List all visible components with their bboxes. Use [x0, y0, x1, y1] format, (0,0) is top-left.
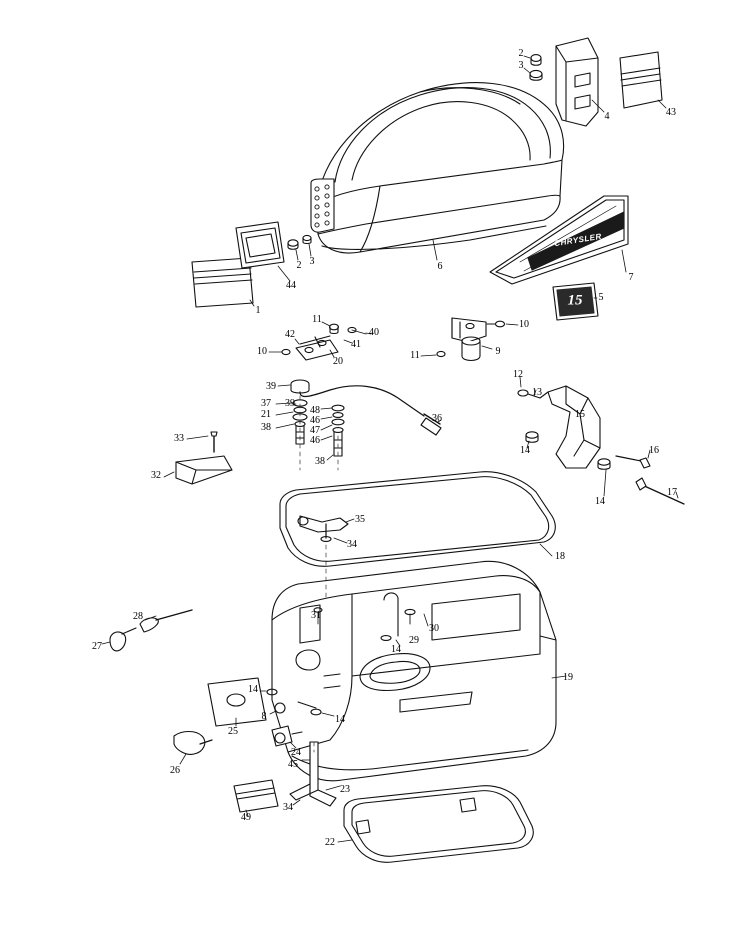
callout-10: 10 [257, 346, 267, 357]
callout-10: 10 [519, 319, 529, 330]
callout-3: 3 [518, 60, 524, 71]
callout-46: 46 [310, 435, 320, 446]
callout-26: 26 [170, 765, 180, 776]
choke-linkage-group [276, 380, 441, 460]
callout-15: 15 [575, 409, 585, 420]
callout-35: 35 [355, 514, 365, 525]
callout-16: 16 [649, 445, 659, 456]
fasteners-part-2-3-front [288, 235, 311, 260]
callout-5: 5 [598, 292, 604, 303]
callout-14: 14 [248, 684, 258, 695]
callout-40: 40 [369, 327, 379, 338]
callout-42: 42 [285, 329, 295, 340]
callout-13: 13 [532, 387, 542, 398]
callout-7: 7 [628, 272, 634, 283]
callout-21: 21 [261, 409, 271, 420]
callout-32: 32 [151, 470, 161, 481]
knob-part-26 [174, 732, 212, 765]
callout-6: 6 [437, 261, 443, 272]
choke-knob-part-27-28 [102, 610, 192, 651]
callout-29: 29 [409, 635, 419, 646]
callout-37: 37 [261, 398, 271, 409]
callout-2: 2 [518, 48, 524, 59]
chrysler-brand-decal-text: CHRYSLER [553, 231, 603, 249]
latch-assembly-part-20 [296, 336, 338, 360]
callout-48: 48 [310, 405, 320, 416]
callout-1: 1 [255, 305, 261, 316]
callout-28: 28 [133, 611, 143, 622]
callout-36: 36 [432, 413, 442, 424]
callout-25: 25 [228, 726, 238, 737]
callout-22: 22 [325, 837, 335, 848]
fasteners-part-2-3-top [524, 55, 542, 81]
cowl-seal-part-18 [280, 472, 555, 567]
callout-11: 11 [312, 314, 322, 325]
callout-8: 8 [261, 711, 267, 722]
callout-4: 4 [604, 111, 610, 122]
callout-31: 31 [311, 610, 321, 621]
pin-part-33 [187, 432, 217, 452]
top-cowl-part-6 [311, 83, 564, 260]
callout-46: 46 [310, 415, 320, 426]
callout-39: 39 [285, 398, 295, 409]
callout-38: 38 [261, 422, 271, 433]
tiller-linkage-group [518, 377, 684, 504]
callout-45: 45 [288, 759, 298, 770]
callout-34: 34 [283, 802, 293, 813]
callout-14: 14 [595, 496, 605, 507]
callout-14: 14 [520, 445, 530, 456]
callout-11: 11 [410, 350, 420, 361]
callout-24: 24 [291, 747, 301, 758]
callout-18: 18 [555, 551, 565, 562]
callout-14: 14 [335, 714, 345, 725]
bottom-gasket-part-22 [338, 786, 533, 863]
callout-41: 41 [351, 339, 361, 350]
callout-33: 33 [174, 433, 184, 444]
callout-3: 3 [309, 256, 315, 267]
callout-44: 44 [286, 280, 296, 291]
callout-12: 12 [513, 369, 523, 380]
callout-9: 9 [495, 346, 501, 357]
decal-part-43 [620, 52, 666, 108]
callout-27: 27 [92, 641, 102, 652]
callout-30: 30 [429, 623, 439, 634]
callout-17: 17 [667, 487, 677, 498]
callout-38: 38 [315, 456, 325, 467]
callout-34: 34 [347, 539, 357, 550]
callout-39: 39 [266, 381, 276, 392]
rear-bracket-part-4 [556, 38, 604, 126]
callout-43: 43 [666, 107, 676, 118]
bracket-part-32 [164, 456, 232, 484]
callout-23: 23 [340, 784, 350, 795]
callout-20: 20 [333, 356, 343, 367]
latch-bracket-part-9 [452, 318, 492, 361]
callout-2: 2 [296, 260, 302, 271]
callout-19: 19 [563, 672, 573, 683]
callout-49: 49 [241, 812, 251, 823]
decal-part-49 [234, 780, 278, 816]
callout-14: 14 [391, 644, 401, 655]
horsepower-decal-text: 15 [567, 292, 583, 309]
callout-47: 47 [310, 425, 320, 436]
